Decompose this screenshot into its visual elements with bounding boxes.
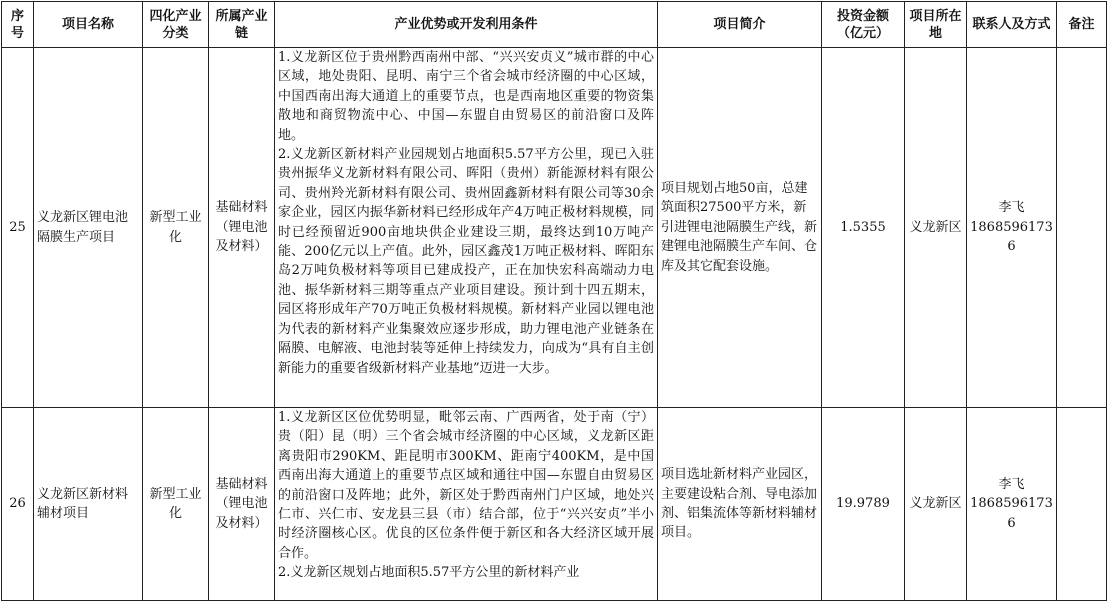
row-name: 义龙新区新材料辅材项目 (34, 408, 143, 601)
row-advantage (275, 48, 658, 408)
advantage-paragraph: 2.义龙新区新材料产业园规划占地面积5.57平方公里，现已入驻贵州振华义龙新材料有限公司、晖阳（贵州）新能源材料有限公司、贵州羚光新材料有限公司、贵州固鑫新材料有限公司等30余家企业，园区内振华新材料已经形成年产4万吨正极材料规模，同时已经预留近900亩地块供企业建设三期，最终达到10万吨产能、200亿元以上产值。此外，园区鑫茂1万吨正极材料、晖阳东岛2万吨负极材料等项目已建成投产，正在加快宏科高端动力电池、振华新材料三期等重点产业项目建设。预计到十四五期末，园区将形成年产70万吨正负极材料规模。新材料产业园以锂电池为代表的新材料产业集聚效应逐步形成，助力锂电池产业链条在隔膜、电解液、电池封装等延伸上持续发力，向成为“具有自主创新能力的重要省级新材料产业基地”迈进一大步。 (278, 147, 654, 376)
advantage-paragraph: 2.义龙新区规划占地面积5.57平方公里的新材料产业 (278, 565, 580, 581)
header-location: 项目所在地 (905, 2, 967, 48)
row-remark (1057, 48, 1107, 408)
row-contact (967, 48, 1057, 408)
header-name: 项目名称 (34, 2, 143, 48)
advantage-paragraph: 1.义龙新区位于贵州黔西南州中部、“兴兴安贞义”城市群的中心区域，地处贵阳、昆明、南宁三个省会城市经济圈的中心区域，中国西南出海大通道上的重要节点，也是西南地区重要的物资集散地和商贸物流中心、中国—东盟自由贸易区的前沿窗口及阵地。 (278, 50, 654, 143)
contact-name: 李飞 (998, 200, 1025, 216)
row-chain: 基础材料（锂电池及材料） (209, 408, 275, 601)
row-investment: 1.5355 (822, 48, 905, 408)
advantage-paragraph: 1.义龙新区区位优势明显，毗邻云南、广西两省，处于南（宁）贵（阳）昆（明）三个省会城市经济圈的中心区域，义龙新区距离贵阳市290KM、距昆明市300KM、距南宁400KM，是中国西南出海大通道上的重要节点区域和通往中国—东盟自由贸易区的前沿窗口及阵地；此外，新区处于黔西南州门户区域，地处兴仁市、兴仁市、安龙县三县（市）结合部，位于“兴兴安贞”半小时经济圈核心区。优良的区位条件便于新区和各大经济区域开展合作。 (278, 410, 654, 561)
row-seq: 25 (2, 48, 34, 408)
row-advantage (275, 408, 658, 601)
row-seq: 26 (2, 408, 34, 601)
row-remark (1057, 408, 1107, 601)
contact-name: 李飞 (998, 476, 1025, 492)
row-category: 新型工业化 (143, 408, 209, 601)
row-category: 新型工业化 (143, 48, 209, 408)
row-location: 义龙新区 (905, 408, 967, 601)
header-contact: 联系人及方式 (967, 2, 1057, 48)
advantage-clip (278, 408, 654, 600)
header-chain: 所属产业链 (209, 2, 275, 48)
row-investment: 19.9789 (822, 408, 905, 601)
header-remark: 备注 (1057, 2, 1107, 48)
project-table (1, 1, 1107, 601)
row-name: 义龙新区锂电池隔膜生产项目 (34, 48, 143, 408)
table-row (2, 48, 1107, 408)
header-row (2, 2, 1107, 48)
header-intro: 项目简介 (658, 2, 822, 48)
table-row (2, 408, 1107, 601)
header-investment: 投资金额（亿元） (822, 2, 905, 48)
row-contact (967, 408, 1057, 601)
row-intro: 项目选址新材料产业园区，主要建设粘合剂、导电添加剂、铝集流体等新材料辅材项目。 (658, 408, 822, 601)
header-category: 四化产业分类 (143, 2, 209, 48)
row-chain: 基础材料（锂电池及材料） (209, 48, 275, 408)
contact-phone: 18685961736 (970, 219, 1053, 255)
row-intro: 项目规划占地50亩，总建筑面积27500平方米，新引进锂电池隔膜生产线，新建锂电池隔膜生产车间、仓库及其它配套设施。 (658, 48, 822, 408)
header-seq: 序号 (2, 2, 34, 48)
row-location: 义龙新区 (905, 48, 967, 408)
header-advantage: 产业优势或开发利用条件 (275, 2, 658, 48)
contact-phone: 18685961736 (970, 496, 1053, 531)
